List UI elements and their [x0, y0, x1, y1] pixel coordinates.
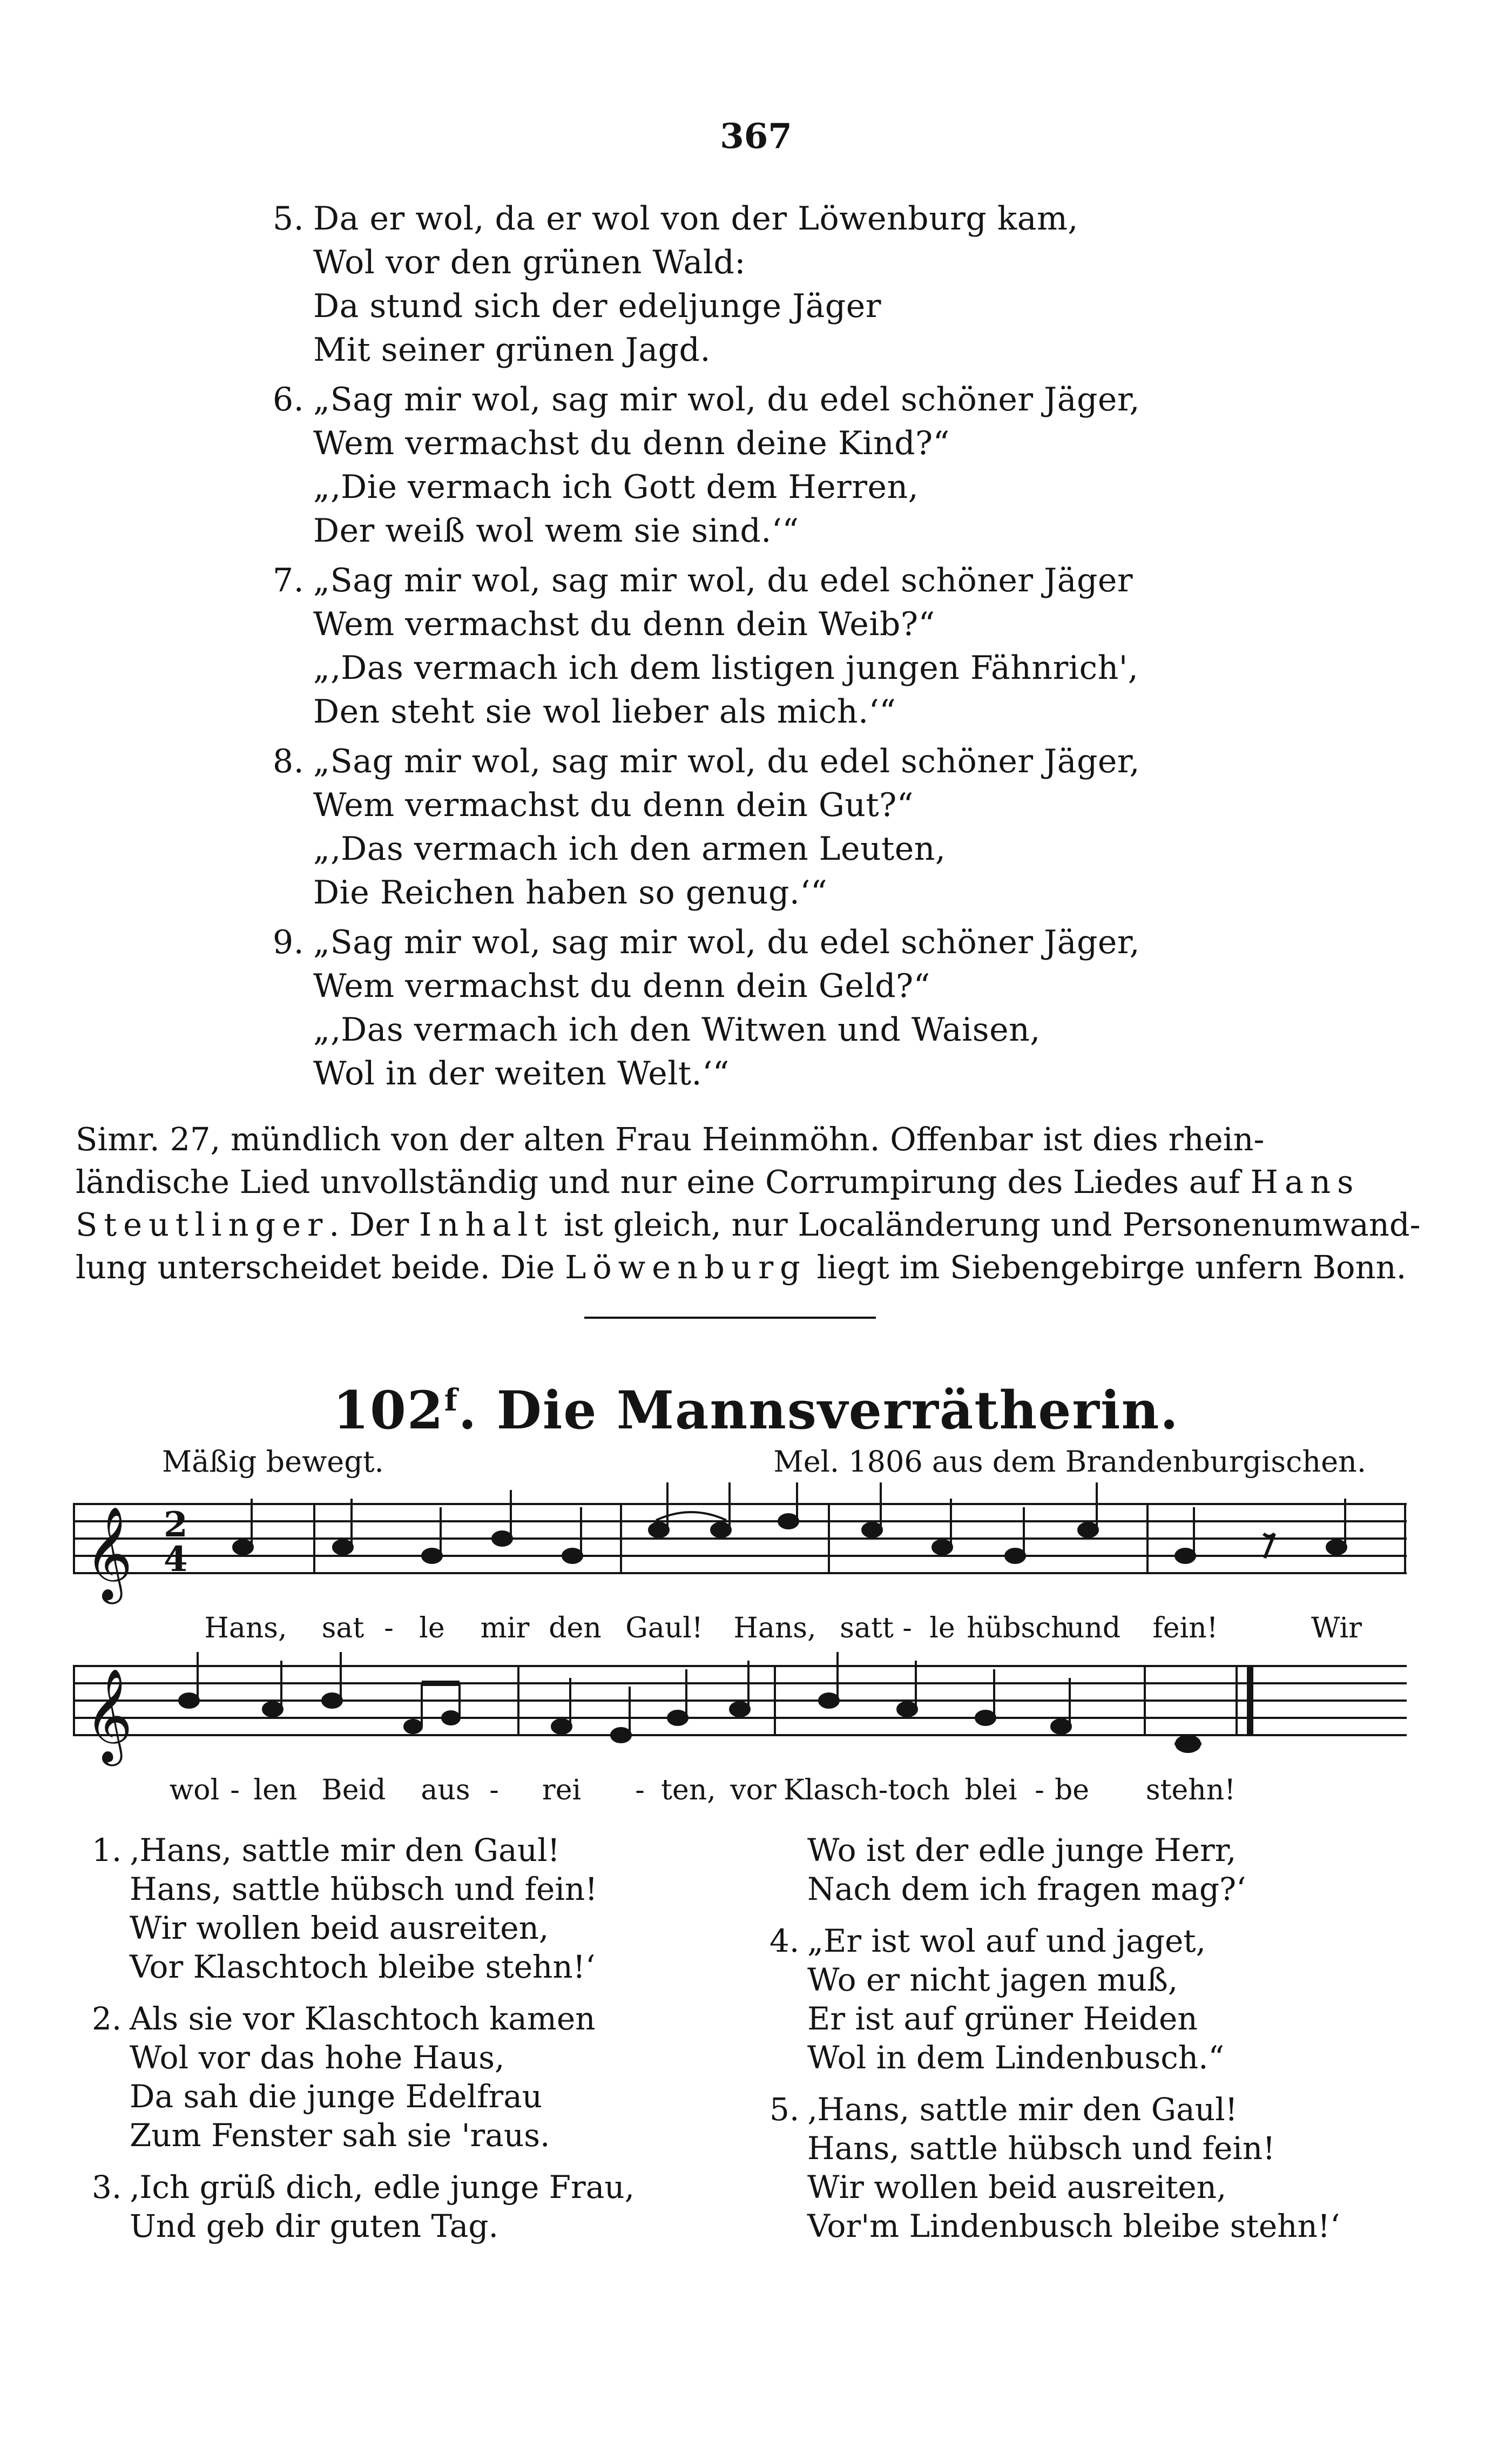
verse-line: Da sah die junge Edelfrau: [130, 2078, 543, 2115]
stanza-line: „‚Die vermach ich Gott dem Herren,: [313, 468, 919, 506]
verse-line: Vor Klaschtoch bleibe stehn!‘: [130, 1948, 596, 1985]
stanza-line: „‚Das vermach ich den armen Leuten,: [313, 830, 946, 868]
staff-1-notation: [73, 1482, 1407, 1607]
verse-line: Und geb dir guten Tag.: [130, 2208, 498, 2244]
lyric-syllable: satt: [840, 1612, 894, 1644]
verse-line: ‚Ich grüß dich, edle junge Frau,: [130, 2169, 635, 2206]
page-number: 367: [720, 116, 792, 157]
lyric-syllable: -: [384, 1612, 394, 1644]
stanza-8: [273, 740, 1272, 915]
lyric-syllable: le: [929, 1612, 955, 1644]
lyric-syllable: fein!: [1152, 1612, 1218, 1644]
treble-clef-icon: 𝄞: [85, 1668, 133, 1762]
verses-right-column: [770, 1831, 1390, 2245]
lyric-syllable: blei: [964, 1774, 1017, 1806]
verse-line: Wol vor das hohe Haus,: [130, 2039, 505, 2076]
stanza-line: Da stund sich der edeljunge Jäger: [313, 287, 881, 325]
verse-line: Hans, sattle hübsch und fein!: [807, 2130, 1275, 2167]
stanza-line: Wol vor den grünen Wald:: [313, 244, 746, 281]
music-staff-1: [73, 1482, 1407, 1607]
verse-number: 2.: [92, 2000, 122, 2037]
lyric-syllable: Beid: [321, 1774, 386, 1806]
lyric-syllable: stehn!: [1145, 1774, 1236, 1806]
stanza-line: Wol in der weiten Welt.‘“: [313, 1055, 730, 1093]
stanza-line: „Sag mir wol, sag mir wol, du edel schöner Jäger,: [313, 381, 1140, 419]
music-staff-2: [73, 1644, 1407, 1769]
treble-clef-icon: 𝄞: [85, 1506, 133, 1600]
time-signature-bottom: 4: [164, 1539, 188, 1580]
stanza-number: 7.: [273, 562, 305, 599]
lyric-syllable: aus: [421, 1774, 470, 1806]
section-divider: [584, 1317, 876, 1319]
song-number-suffix: f: [444, 1383, 458, 1418]
lyric-syllable: -: [635, 1774, 645, 1806]
lyric-syllable: rei: [542, 1774, 582, 1806]
verse-line: Wo ist der edle junge Herr,: [807, 1832, 1237, 1869]
stanza-number: 8.: [273, 743, 305, 780]
verse-line: Hans, sattle hübsch und fein!: [130, 1871, 598, 1907]
melody-source: Mel. 1806 aus dem Brandenburgischen.: [773, 1445, 1366, 1479]
stanza-7: [273, 559, 1272, 734]
lyric-syllable: Hans,: [204, 1612, 287, 1644]
verse-line: Er ist auf grüner Heiden: [807, 2000, 1198, 2037]
stanza-6: [273, 378, 1272, 553]
lyric-syllable: wol: [169, 1774, 220, 1806]
verse-line: Wo er nicht jagen muß,: [807, 1961, 1178, 1998]
verse-number: 5.: [770, 2091, 800, 2128]
verse-line: „Er ist wol auf und jaget,: [807, 1923, 1206, 1959]
lyric-syllable: ten,: [661, 1774, 716, 1806]
lyric-syllable: -: [1035, 1774, 1044, 1806]
stanza-line: Da er wol, da er wol von der Löwenburg kam,: [313, 200, 1078, 238]
lyric-syllable: und: [1066, 1612, 1121, 1644]
stanza-line: „Sag mir wol, sag mir wol, du edel schöner Jäger,: [313, 923, 1140, 961]
lyric-syllable: Wir: [1311, 1612, 1362, 1644]
stanza-line: Wem vermachst du denn dein Weib?“: [313, 605, 935, 643]
stanza-line: „Sag mir wol, sag mir wol, du edel schöner Jäger,: [313, 743, 1140, 780]
lyric-syllable: Klasch-toch: [783, 1774, 950, 1806]
stanza-number: 6.: [273, 381, 305, 419]
note-line: lung unterscheidet beide. Die Löwenburg liegt im Siebengebirge unfern Bonn.: [76, 1249, 1407, 1286]
verse-number: 4.: [770, 1923, 800, 1959]
verse-line: Zum Fenster sah sie 'raus.: [130, 2117, 550, 2154]
verse-line: Nach dem ich fragen mag?‘: [807, 1871, 1246, 1907]
notes-staff-1: [233, 1482, 1346, 1563]
verses-left-column: [92, 1831, 713, 2245]
lyric-syllable: Hans,: [733, 1612, 816, 1644]
stanza-line: Den steht sie wol lieber als mich.‘“: [313, 693, 896, 731]
eighth-rest-icon: [1264, 1534, 1274, 1558]
time-signature-top: 2: [164, 1505, 188, 1545]
lyric-syllable: vor: [730, 1774, 777, 1806]
tempo-marking: Mäßig bewegt.: [162, 1445, 384, 1479]
stanza-line: Wem vermachst du denn dein Gut?“: [313, 786, 914, 824]
editorial-note: [76, 1118, 1436, 1289]
note-line: ländische Lied unvollständig und nur eine Corrumpirung des Liedes auf Hans: [76, 1163, 1360, 1201]
lyric-syllable: sat: [321, 1612, 364, 1644]
song-number: 102: [333, 1380, 444, 1441]
stanza-9: [273, 921, 1272, 1096]
lyric-syllable: hübsch: [967, 1612, 1069, 1644]
lyric-syllable: Gaul!: [625, 1612, 703, 1644]
verse-line: Wir wollen beid ausreiten,: [130, 1910, 549, 1946]
stanza-line: Wem vermachst du denn deine Kind?“: [313, 424, 950, 462]
verse-number: 1.: [92, 1832, 122, 1869]
song-title: [0, 1380, 1512, 1441]
verse-line: Wir wollen beid ausreiten,: [807, 2169, 1227, 2206]
stanza-number: 5.: [273, 200, 305, 238]
song-title-text: . Die Mannsverrätherin.: [458, 1380, 1179, 1441]
stanza-line: Wem vermachst du denn dein Geld?“: [313, 967, 930, 1005]
lyric-syllable: -: [489, 1774, 499, 1806]
stanza-line: Die Reichen haben so genug.‘“: [313, 874, 828, 912]
verse-line: ‚Hans, sattle mir den Gaul!: [807, 2091, 1238, 2128]
stanza-line: „‚Das vermach ich den Witwen und Waisen,: [313, 1011, 1041, 1049]
lyrics-row-2: [73, 1774, 1407, 1812]
stanza-number: 9.: [273, 923, 305, 961]
verse-line: Vor'm Lindenbusch bleibe stehn!‘: [807, 2208, 1340, 2244]
stanza-line: Der weiß wol wem sie sind.‘“: [313, 512, 799, 550]
stanza-line: Mit seiner grünen Jagd.: [313, 331, 711, 369]
stanza-line: „Sag mir wol, sag mir wol, du edel schöner Jäger: [313, 562, 1133, 599]
stanza-5: [273, 197, 1272, 372]
verse-line: Wol in dem Lindenbusch.“: [807, 2039, 1225, 2076]
lyric-syllable: len: [253, 1774, 298, 1806]
stanza-line: „‚Das vermach ich dem listigen jungen Fähnrich',: [313, 649, 1139, 687]
lyric-syllable: -: [230, 1774, 240, 1806]
note-line: Simr. 27, mündlich von der alten Frau Heinmöhn. Offenbar ist dies rhein-: [76, 1121, 1265, 1158]
lyric-syllable: mir: [480, 1612, 530, 1644]
verse-number: 3.: [92, 2169, 122, 2206]
verse-line: ‚Hans, sattle mir den Gaul!: [130, 1832, 560, 1869]
lyric-syllable: be: [1054, 1774, 1090, 1806]
lyric-syllable: le: [419, 1612, 445, 1644]
staff-2-notation: [73, 1644, 1407, 1769]
verse-line: Als sie vor Klaschtoch kamen: [130, 2000, 596, 2037]
note-line: Steutlinger. Der Inhalt ist gleich, nur Localänderung und Personenumwand-: [76, 1206, 1421, 1243]
lyric-syllable: den: [549, 1612, 602, 1644]
lyric-syllable: -: [902, 1612, 912, 1644]
